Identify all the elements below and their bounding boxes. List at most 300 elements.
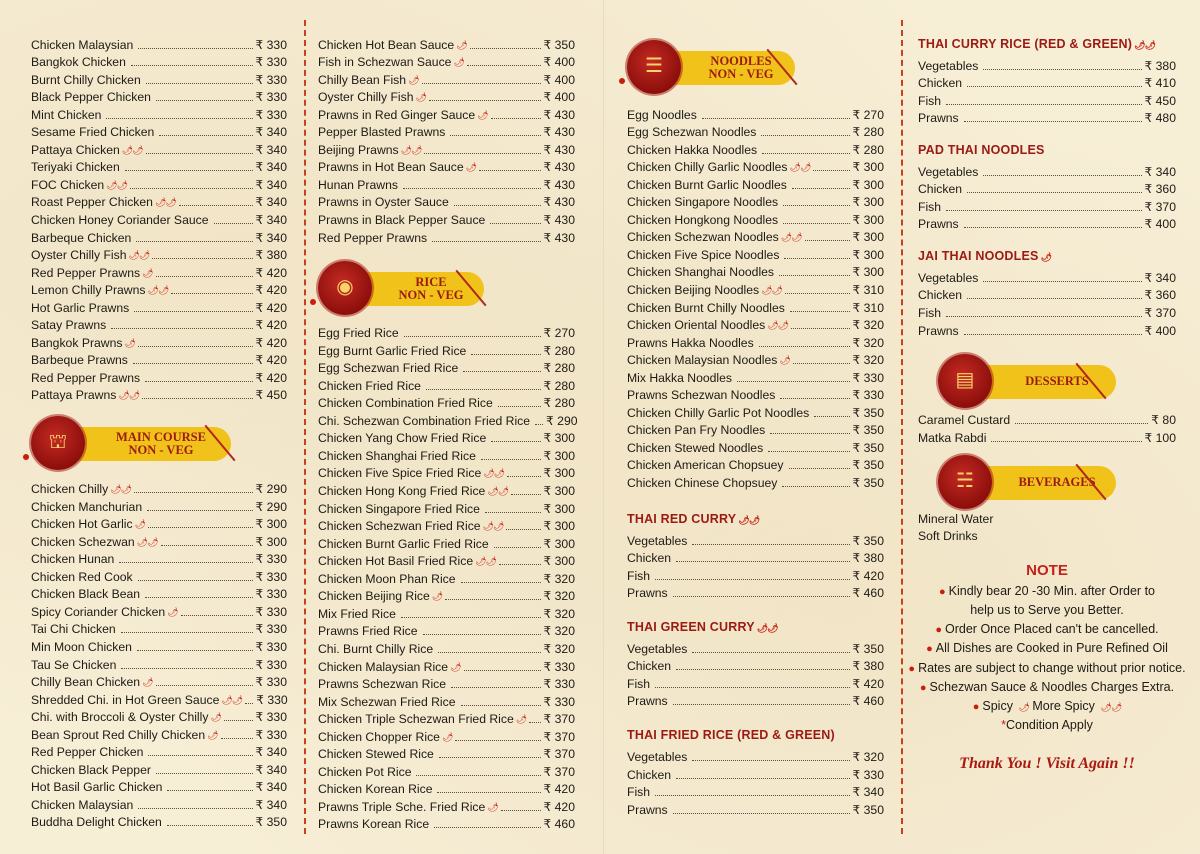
dot-leader (471, 354, 540, 355)
dot-leader (142, 398, 252, 399)
chili-icon: 🌶🌶 (400, 144, 422, 155)
menu-item (627, 192, 884, 210)
dot-leader (450, 135, 540, 136)
item-price: ₹ 330 (255, 657, 287, 672)
dot-leader (946, 316, 1141, 317)
item-name: Bangkok Prawns (31, 335, 123, 350)
menu-item (31, 52, 287, 70)
item-price: ₹ 300 (543, 431, 575, 446)
chili-icon: 🌶 (124, 337, 135, 348)
note-line: ● Rates are subject to change without prior notice. (908, 660, 1186, 675)
menu-item (318, 568, 575, 586)
menu-item (31, 777, 287, 795)
chili-icon: 🌶🌶 (756, 623, 778, 634)
menu-item (318, 551, 575, 569)
dot-leader (506, 529, 540, 530)
dot-leader (136, 241, 252, 242)
item-name: Prawns (918, 323, 959, 338)
item-price: ₹ 330 (543, 677, 575, 692)
item-price: ₹ 340 (255, 762, 287, 777)
item-name: Chicken Pan Fry Noodles (627, 423, 766, 438)
chili-icon: 🌶🌶 (475, 556, 496, 567)
chili-icon: 🌶🌶 (738, 515, 760, 526)
rice-bowl-icon: ◉ (318, 261, 372, 315)
item-name: Prawns (918, 111, 959, 126)
dot-leader (437, 792, 540, 793)
item-name: Mint Chicken (31, 107, 102, 122)
dot-leader (967, 86, 1141, 87)
item-name: Chicken (627, 659, 672, 674)
dot-leader (946, 210, 1141, 211)
chili-icon: 🌶 (453, 57, 464, 68)
dot-leader (106, 118, 252, 119)
chili-icon: 🌶🌶 (767, 320, 789, 331)
banner-label: DESSERTS (972, 365, 1116, 399)
menu-item (318, 726, 575, 744)
dot-leader (967, 192, 1141, 193)
item-price: ₹ 280 (543, 361, 575, 376)
dot-leader (783, 205, 849, 206)
banner-label: BEVERAGES (972, 466, 1116, 500)
chili-icon: 🌶🌶 (147, 285, 169, 296)
item-name: Mix Hakka Noodles (627, 370, 732, 385)
item-price: ₹ 320 (543, 589, 575, 604)
item-price: ₹ 460 (543, 817, 575, 832)
item-name: Hot Garlic Prawns (31, 300, 130, 315)
menu-item (918, 285, 1176, 303)
item-price: ₹ 430 (543, 125, 575, 140)
menu-item (318, 638, 575, 656)
item-price: ₹ 280 (852, 142, 884, 157)
item-price: ₹ 410 (1144, 76, 1176, 91)
menu-item (318, 192, 575, 210)
dot-leader (146, 153, 253, 154)
dot-leader (424, 153, 540, 154)
dot-leader (461, 582, 541, 583)
dot-leader (464, 670, 541, 671)
chili-icon: 🌶🌶 (136, 536, 158, 547)
dot-leader (673, 596, 850, 597)
banner-line-2: NON - VEG (128, 443, 194, 458)
item-name: Red Pepper Prawns (31, 265, 141, 280)
menu-item (318, 358, 575, 376)
noodle-bowl-icon: ☰ (627, 40, 681, 94)
item-name: Vegetables (627, 533, 688, 548)
dot-leader (535, 424, 543, 425)
item-price: ₹ 330 (852, 767, 884, 782)
thai-red-curry-section (627, 508, 884, 600)
item-price: ₹ 370 (543, 747, 575, 762)
dot-leader (404, 336, 541, 337)
item-name: Prawns Schezwan Rice (318, 677, 447, 692)
column-2 (318, 34, 578, 832)
menu-item (627, 638, 884, 656)
dot-leader (702, 118, 850, 119)
menu-item (31, 759, 287, 777)
dot-leader (167, 790, 252, 791)
main-course-banner (31, 414, 287, 476)
dot-leader (789, 468, 850, 469)
dot-leader (791, 328, 849, 329)
note-line: help us to Serve you Better. (970, 602, 1124, 617)
menu-item (627, 262, 884, 280)
item-name: Burnt Chilly Chicken (31, 72, 141, 87)
menu-item (627, 656, 884, 674)
item-name: Oyster Chilly Fish (318, 90, 414, 105)
item-price: ₹ 350 (852, 476, 884, 491)
dot-leader (759, 346, 850, 347)
item-name: Pattaya Prawns (31, 388, 117, 403)
menu-item (627, 209, 884, 227)
item-name: Fish (918, 93, 942, 108)
item-price: ₹ 430 (543, 107, 575, 122)
item-price: ₹ 80 (1151, 413, 1176, 428)
item-name: Tai Chi Chicken (31, 622, 116, 637)
chili-icon: 🌶🌶 (487, 486, 509, 497)
jai-thai-list (918, 267, 1176, 337)
item-name: Buddha Delight Chicken (31, 815, 162, 830)
menu-item (31, 724, 287, 742)
item-price: ₹ 430 (543, 195, 575, 210)
dot-leader (416, 775, 540, 776)
column-3 (627, 38, 884, 817)
menu-item (31, 584, 287, 602)
item-name: Chicken Beijing Rice (318, 589, 430, 604)
thai-curry-rice-list (918, 55, 1176, 125)
item-name: Chicken Schezwan Fried Rice (318, 519, 481, 534)
item-price: ₹ 100 (1144, 430, 1176, 445)
dot-leader (676, 561, 849, 562)
chili-icon: 🌶🌶 (110, 484, 132, 495)
item-name: Chicken Schezwan (31, 534, 135, 549)
item-price: ₹ 320 (543, 606, 575, 621)
item-name: Prawns in Black Pepper Sauce (318, 213, 486, 228)
dot-leader (470, 48, 541, 49)
menu-item (31, 794, 287, 812)
item-name: Chicken Combination Fried Rice (318, 396, 493, 411)
menu-item (627, 673, 884, 691)
menu-item (31, 87, 287, 105)
item-price: ₹ 320 (852, 749, 884, 764)
dot-leader (463, 371, 540, 372)
chili-icon: 🌶🌶 (780, 232, 802, 243)
menu-item (318, 410, 578, 428)
menu-item (318, 603, 575, 621)
chili-icon: 🌶 (779, 355, 790, 366)
item-name: Satay Prawns (31, 318, 107, 333)
dot-leader (770, 433, 849, 434)
menu-item (627, 157, 884, 175)
item-price: ₹ 370 (543, 729, 575, 744)
menu-item (318, 69, 575, 87)
menu-item (31, 34, 287, 52)
item-price: ₹ 320 (852, 318, 884, 333)
item-price: ₹ 420 (255, 353, 287, 368)
item-price: ₹ 400 (1144, 217, 1176, 232)
chili-icon: 🌶 (1018, 701, 1029, 712)
menu-item (31, 157, 287, 175)
item-price: ₹ 350 (852, 533, 884, 548)
item-price: ₹ 430 (543, 142, 575, 157)
item-name: Chicken American Chopsuey (627, 458, 784, 473)
dot-leader (490, 223, 540, 224)
dot-leader (138, 48, 252, 49)
dot-leader (511, 494, 540, 495)
item-price: ₹ 420 (255, 335, 287, 350)
menu-item (31, 672, 287, 690)
menu-item (318, 516, 575, 534)
dot-leader (805, 240, 850, 241)
menu-item (627, 746, 884, 764)
item-name: Chicken Burnt Garlic Fried Rice (318, 536, 489, 551)
item-price: ₹ 330 (543, 694, 575, 709)
banner-line-2: NON - VEG (708, 67, 774, 81)
dot-leader (676, 669, 849, 670)
item-name: Prawns Schezwan Noodles (627, 388, 776, 403)
chili-icon: 🌶 (477, 109, 488, 120)
menu-item (31, 367, 287, 385)
menu-item (318, 744, 575, 762)
beverage-item: Mineral Water (918, 511, 994, 526)
item-name: Min Moon Chicken (31, 639, 132, 654)
dot-leader (137, 650, 253, 651)
dot-leader (119, 562, 252, 563)
dot-leader (692, 652, 849, 653)
chili-icon: 🌶 (456, 39, 467, 50)
item-name: Chicken Burnt Garlic Noodles (627, 177, 787, 192)
item-price: ₹ 280 (543, 378, 575, 393)
item-name: Bean Sprout Red Chilly Chicken (31, 727, 206, 742)
menu-item (31, 69, 287, 87)
item-name: Red Pepper Chicken (31, 745, 144, 760)
note-line: ● Schezwan Sauce & Noodles Charges Extra. (919, 679, 1175, 694)
menu-item (31, 297, 287, 315)
item-name: Chicken Red Cook (31, 569, 133, 584)
thai-red-curry-list (627, 530, 884, 600)
item-price: ₹ 330 (255, 72, 287, 87)
section-title: THAI CURRY RICE (RED & GREEN) 🌶🌶 (918, 37, 1156, 51)
item-name: Chicken Five Spice Fried Rice (318, 466, 482, 481)
dot-leader (214, 223, 253, 224)
item-name: Shredded Chi. in Hot Green Sauce (31, 692, 220, 707)
item-name: Fish (627, 568, 651, 583)
dot-leader (481, 459, 541, 460)
banner-dot (619, 78, 625, 84)
item-price: ₹ 300 (543, 519, 575, 534)
spicy-label: Spicy (982, 698, 1013, 713)
item-price: ₹ 330 (255, 107, 287, 122)
dot-leader (737, 381, 850, 382)
item-name: Prawns (918, 217, 959, 232)
item-name: Barbeque Prawns (31, 353, 128, 368)
item-price: ₹ 350 (255, 815, 287, 830)
chili-icon: 🌶🌶 (221, 694, 243, 705)
dot-leader (507, 476, 540, 477)
menu-item (31, 315, 287, 333)
item-price: ₹ 310 (852, 300, 884, 315)
item-price: ₹ 330 (255, 727, 287, 742)
dot-leader (426, 389, 541, 390)
dot-leader (138, 346, 253, 347)
thai-green-curry-list (627, 638, 884, 708)
menu-item (318, 814, 575, 832)
dot-leader (779, 275, 849, 276)
item-price: ₹ 320 (543, 571, 575, 586)
item-price: ₹ 330 (255, 710, 287, 725)
item-price: ₹ 370 (1144, 199, 1176, 214)
menu-item (918, 179, 1176, 197)
item-price: ₹ 340 (1144, 164, 1176, 179)
item-price: ₹ 300 (852, 265, 884, 280)
dot-leader (467, 65, 541, 66)
menu-item (627, 122, 884, 140)
item-name: Chicken Singapore Noodles (627, 195, 779, 210)
item-name: Chicken Black Pepper (31, 762, 151, 777)
menu-item (627, 297, 884, 315)
item-price: ₹ 280 (543, 343, 575, 358)
covered-dish-icon: ⛫ (31, 416, 85, 470)
item-price: ₹ 380 (852, 551, 884, 566)
item-price: ₹ 330 (852, 388, 884, 403)
dot-leader (782, 486, 849, 487)
dot-leader (145, 597, 252, 598)
item-price: ₹ 350 (852, 641, 884, 656)
item-price: ₹ 420 (255, 318, 287, 333)
item-name: Chicken Chilly Garlic Pot Noodles (627, 405, 810, 420)
item-price: ₹ 370 (1144, 306, 1176, 321)
menu-item (31, 174, 287, 192)
dot-leader (134, 492, 252, 493)
menu-item (627, 437, 884, 455)
dot-leader (221, 738, 253, 739)
menu-item (627, 691, 884, 709)
menu-item (627, 385, 884, 403)
section-title: THAI RED CURRY 🌶🌶 (627, 512, 760, 527)
item-price: ₹ 340 (255, 195, 287, 210)
item-price: ₹ 400 (1144, 323, 1176, 338)
menu-item (918, 108, 1176, 126)
dot-leader (403, 188, 541, 189)
item-name: Red Pepper Prawns (318, 230, 428, 245)
dot-leader (655, 579, 849, 580)
menu-item (318, 34, 575, 52)
menu-item (31, 104, 287, 122)
chili-icon: 🌶 (167, 606, 178, 617)
item-name: Roast Pepper Chicken (31, 195, 153, 210)
banner-line-1: RICE (415, 274, 447, 289)
item-name: Chicken Shanghai Noodles (627, 265, 775, 280)
dot-leader (423, 634, 541, 635)
item-name: Lemon Chilly Prawns (31, 283, 146, 298)
dot-leader (121, 632, 253, 633)
main-course-list (31, 478, 287, 829)
item-name: Chicken (918, 182, 963, 197)
item-name: Egg Fried Rice (318, 326, 399, 341)
item-price: ₹ 400 (543, 72, 575, 87)
item-price: ₹ 300 (852, 160, 884, 175)
item-price: ₹ 430 (543, 213, 575, 228)
dot-leader (761, 135, 849, 136)
item-price: ₹ 340 (255, 177, 287, 192)
menu-item (627, 420, 884, 438)
item-price: ₹ 420 (543, 782, 575, 797)
dot-leader (156, 685, 253, 686)
item-name: Prawns Fried Rice (318, 624, 418, 639)
item-price: ₹ 370 (543, 712, 575, 727)
note-title: NOTE (1026, 561, 1068, 579)
item-name: Chicken Stewed Noodles (627, 440, 764, 455)
menu-item (31, 549, 287, 567)
dot-leader (485, 512, 541, 513)
dot-leader (156, 100, 253, 101)
item-price: ₹ 340 (255, 213, 287, 228)
item-name: Chicken Shanghai Fried Rice (318, 448, 476, 463)
item-name: Fish (627, 785, 651, 800)
item-name: Chicken Malaysian (31, 37, 134, 52)
dot-leader (964, 121, 1142, 122)
dot-leader (401, 617, 541, 618)
banner-line-1: NOODLES (710, 54, 772, 68)
dot-leader (655, 795, 849, 796)
item-name: Chicken Malaysian Rice (318, 659, 449, 674)
item-name: Chicken Beijing Noodles (627, 283, 760, 298)
chili-icon: 🌶 (450, 661, 461, 672)
item-price: ₹ 270 (543, 326, 575, 341)
menu-item (627, 104, 884, 122)
item-name: Fish (627, 676, 651, 691)
item-price: ₹ 340 (255, 797, 287, 812)
item-price: ₹ 300 (852, 212, 884, 227)
menu-item (31, 742, 287, 760)
chili-icon: 🌶 (210, 712, 221, 723)
chili-icon: 🌶🌶 (128, 250, 150, 261)
thai-fried-rice-section (627, 724, 884, 816)
item-name: Chicken (627, 551, 672, 566)
menu-item (318, 428, 575, 446)
menu-item (318, 691, 575, 709)
item-name: Chicken Burnt Chilly Noodles (627, 300, 785, 315)
menu-item (627, 583, 884, 601)
item-name: Chicken Hakka Noodles (627, 142, 758, 157)
chili-icon: 🌶 (142, 267, 153, 278)
item-price: ₹ 300 (543, 501, 575, 516)
dot-leader (161, 545, 253, 546)
chili-icon: 🌶 (142, 677, 153, 688)
column-divider-1 (304, 20, 306, 834)
dot-leader (790, 311, 850, 312)
prawns-fish-list (318, 34, 575, 245)
chili-icon: 🌶🌶 (154, 197, 176, 208)
item-name: Chicken Chopper Rice (318, 729, 440, 744)
item-price: ₹ 330 (255, 552, 287, 567)
note-box (906, 560, 1188, 736)
chili-icon: 🌶 (207, 729, 218, 740)
item-price: ₹ 340 (255, 780, 287, 795)
item-name: Vegetables (918, 164, 979, 179)
dot-leader (432, 241, 540, 242)
noodles-banner (627, 38, 884, 100)
dot-leader (813, 170, 849, 171)
menu-item (31, 531, 287, 549)
dot-leader (762, 153, 849, 154)
item-name: Egg Schezwan Noodles (627, 125, 757, 140)
menu-item (31, 636, 287, 654)
item-price: ₹ 300 (852, 247, 884, 262)
menu-item (318, 375, 575, 393)
dot-leader (134, 311, 252, 312)
menu-item (318, 87, 575, 105)
beverages-banner (938, 453, 1176, 511)
